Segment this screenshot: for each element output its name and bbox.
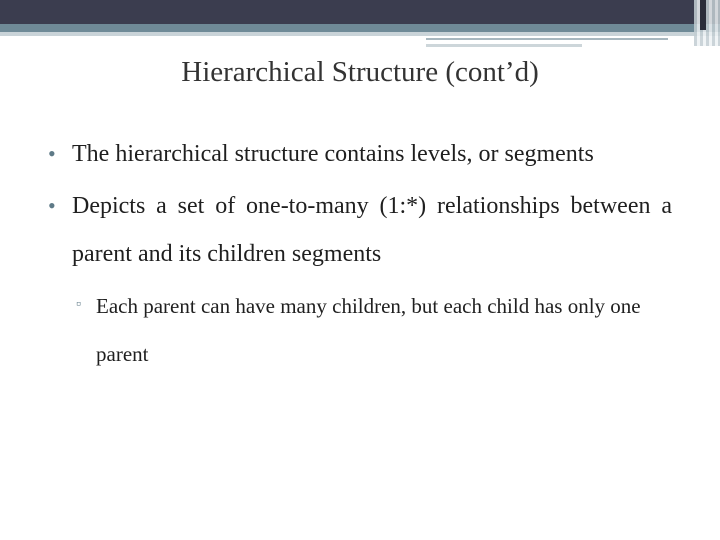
header-accent-line — [426, 38, 668, 40]
sub-bullet-text: Each parent can have many children, but each child has only one parent — [96, 294, 641, 366]
bullet-item — [48, 130, 672, 178]
bullet-item — [48, 182, 672, 278]
header-accent-line-short — [426, 44, 582, 47]
bullet-marker: • — [48, 141, 56, 166]
bullet-marker: • — [48, 193, 56, 218]
sub-bullet-marker: ▫ — [76, 297, 81, 312]
header-band-dark — [0, 0, 720, 24]
sub-bullet-item — [48, 282, 672, 378]
slide-title: Hierarchical Structure (cont’d) — [181, 56, 539, 88]
header-band-teal — [0, 24, 720, 32]
bullet-text: Depicts a set of one-to-many (1:*) relationships between a parent and its children segments — [72, 193, 672, 267]
header-band-light — [0, 32, 720, 36]
slide-body — [48, 130, 672, 378]
corner-dark-decoration — [700, 0, 706, 30]
bullet-text: The hierarchical structure contains levels, or segments — [72, 141, 594, 167]
corner-stripes-decoration — [694, 0, 720, 46]
